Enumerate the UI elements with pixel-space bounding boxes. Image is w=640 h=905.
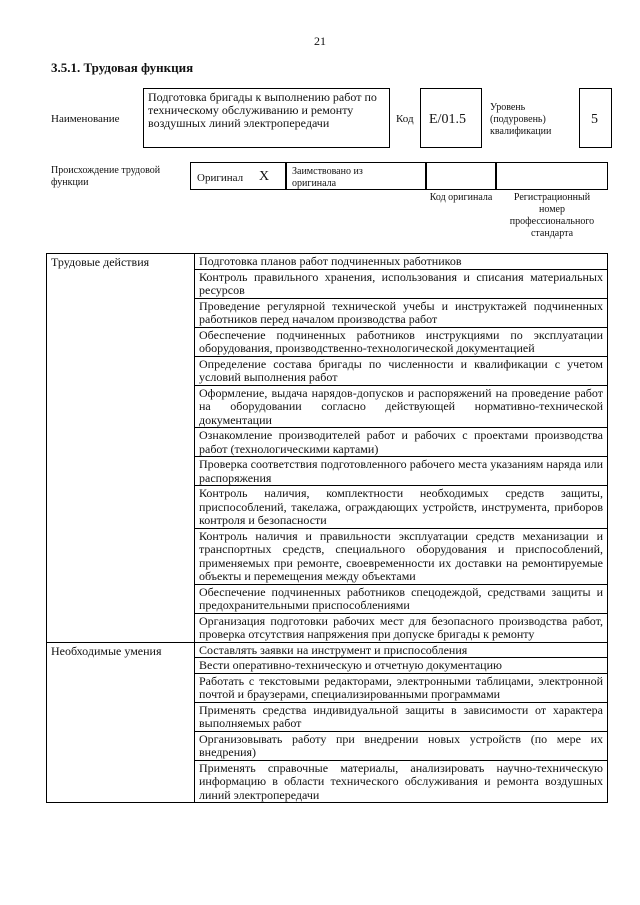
section-header: Необходимые умения bbox=[47, 642, 195, 803]
table-cell: Обеспечение подчиненных работников инструкциями по эксплуатации оборудования, производственно-технологической документацией bbox=[195, 327, 608, 356]
borrowed-label: Заимствовано из оригинала bbox=[292, 166, 363, 189]
original-label: Оригинал bbox=[197, 172, 244, 184]
table-cell: Проверка соответствия подготовленного рабочего места указаниям наряда или распоряжения bbox=[195, 457, 608, 486]
section-title: 3.5.1. Трудовая функция bbox=[51, 60, 194, 75]
table-cell: Вести оперативно-техническую и отчетную документацию bbox=[195, 658, 608, 674]
table-cell: Оформление, выдача нарядов-допусков и распоряжений на проведение работ на оборудовании согласно действующей нормативно-технической документации bbox=[195, 385, 608, 428]
borrowed-box bbox=[286, 162, 426, 190]
reg-number-box bbox=[496, 162, 608, 190]
table-cell: Контроль правильного хранения, использования и списания материальных ресурсов bbox=[195, 269, 608, 298]
function-name-value: Подготовка бригады к выполнению работ по техническому обслуживанию и ремонту воздушных линий электропередачи bbox=[148, 90, 377, 130]
table-cell: Контроль наличия, комплектности необходимых средств защиты, приспособлений, такелажа, ограждающих устройств, инструмента, приборов контроля и безопасности bbox=[195, 486, 608, 529]
qualification-level-label: Уровень (подуровень) квалификации bbox=[490, 102, 552, 137]
table-cell: Организация подготовки рабочих мест для безопасного производства работ, проверка отсутствия напряжения при допуске бригады к ремонту bbox=[195, 613, 608, 642]
name-label: Наименование bbox=[51, 113, 120, 125]
table-row bbox=[47, 642, 608, 658]
table-cell: Обеспечение подчиненных работников спецодеждой, средствами защиты и предохранительными приспособлениями bbox=[195, 584, 608, 613]
table-cell: Ознакомление производителей работ и рабочих с проектами производства работ (технологическими картами) bbox=[195, 428, 608, 457]
table-row bbox=[47, 254, 608, 270]
table-cell: Контроль наличия и правильности эксплуатации средств механизации и транспортных средств, специального оборудования и приспособлений, применяемых при ремонте, своевременности их доставки на ремонтируемые объекты и перемещения между объектами bbox=[195, 528, 608, 584]
table-cell: Составлять заявки на инструмент и приспособления bbox=[195, 642, 608, 658]
table-cell: Применять средства индивидуальной защиты в зависимости от характера выполняемых работ bbox=[195, 702, 608, 731]
code-original-label: Код оригинала bbox=[429, 192, 493, 203]
original-box bbox=[190, 162, 286, 190]
reg-number-label: Регистрационный номер профессионального стандарта bbox=[509, 192, 595, 239]
function-name-box bbox=[143, 88, 390, 148]
table-cell: Проведение регулярной технической учебы и инструктажей подчиненных работников перед началом производства работ bbox=[195, 298, 608, 327]
table-cell: Работать с текстовыми редакторами, электронными таблицами, электронной почтой и браузерами, специализированными программами bbox=[195, 673, 608, 702]
qualification-level-value: 5 bbox=[591, 112, 598, 127]
code-label: Код bbox=[396, 113, 414, 125]
table-cell: Определение состава бригады по численности и квалификации с учетом условий выполнения работ bbox=[195, 356, 608, 385]
original-mark: X bbox=[259, 169, 270, 184]
section-header: Трудовые действия bbox=[47, 254, 195, 643]
qualification-level-box bbox=[579, 88, 612, 148]
function-table bbox=[46, 253, 608, 803]
origin-label: Происхождение трудовой функции bbox=[51, 165, 161, 188]
page-number: 21 bbox=[314, 34, 326, 48]
table-cell: Организовывать работу при внедрении новых устройств (по мере их внедрения) bbox=[195, 731, 608, 760]
table-cell: Применять справочные материалы, анализировать научно-техническую информацию в области технического обслуживания и ремонта воздушных линий электропередачи bbox=[195, 760, 608, 803]
table-cell: Подготовка планов работ подчиненных работников bbox=[195, 254, 608, 270]
code-value: E/01.5 bbox=[429, 112, 466, 127]
code-original-box bbox=[426, 162, 496, 190]
code-box bbox=[420, 88, 482, 148]
